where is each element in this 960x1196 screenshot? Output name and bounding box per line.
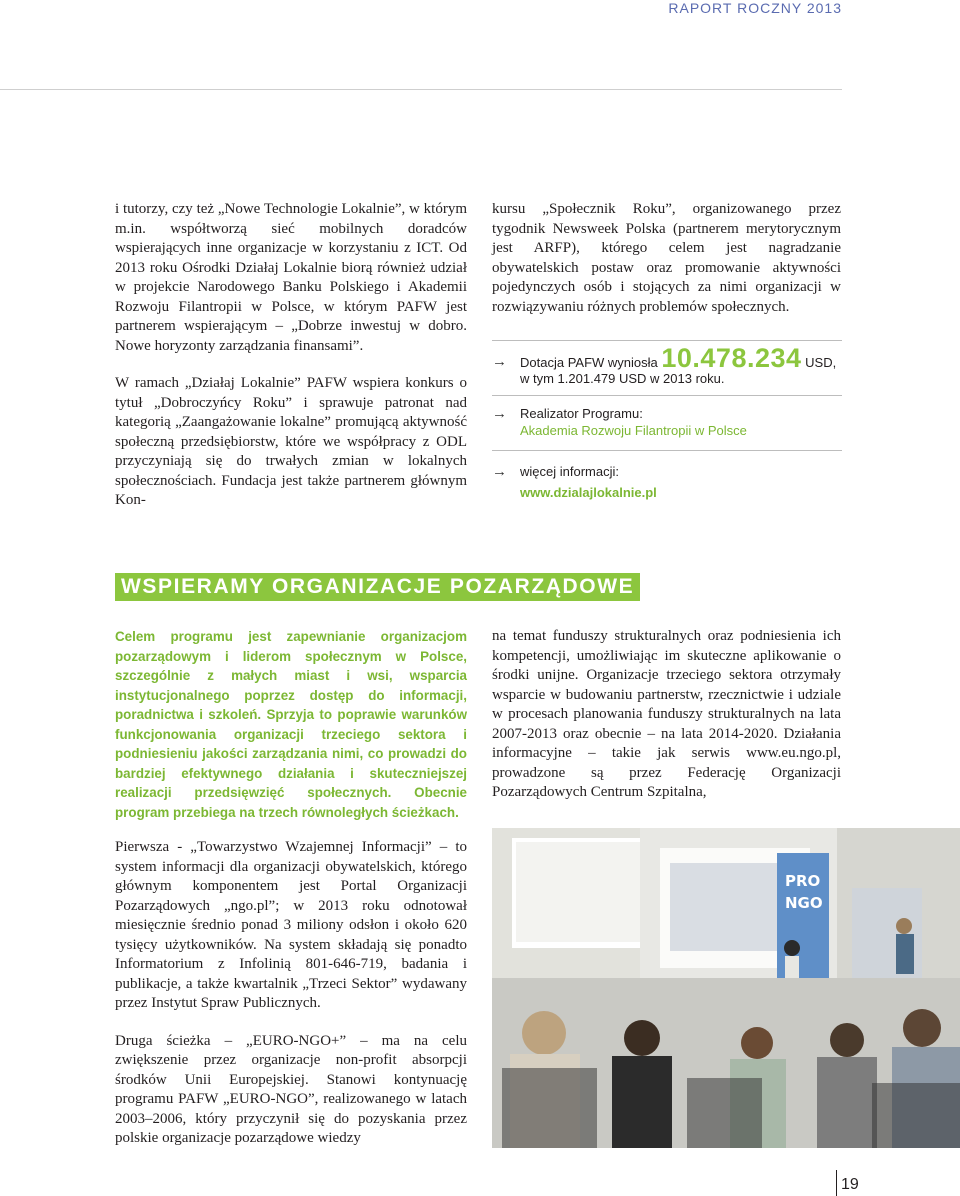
more-info-label: więcej informacji: (520, 464, 619, 479)
svg-text:NGO: NGO (785, 894, 823, 912)
mid-right-column (492, 627, 841, 803)
implementer-row (492, 405, 842, 439)
grant-row (492, 343, 842, 386)
paragraph-dobroczyncy: W ramach „Działaj Lokalnie” PAFW wspiera konkurs o tytuł „Dobroczyńcy Roku” i sprawuje patronat nad kategorią „Zaangażowanie lokalne” promującą aktywność społeczną przedsiębiorstw, które we współpracy z ODL przyczyniają się do trwałych zmian w lokalnych społecznościach. Fundacja jest także partnerem głównym Kon- (115, 375, 467, 508)
grant-detail: w tym 1.201.479 USD w 2013 roku. (520, 371, 725, 386)
section-intro: Celem programu jest zapewnianie organizacjom pozarządowym i liderom społecznym w Polsce, szczególnie z małych miast i wsi, wsparcia instytucjonalnego poprzez dostęp do informacji, poradnictwa i szkoleń. Sprzyja to poprawie warunków funkcjonowania organizacji trzeciego sektora i podniesieniu jakości zarządzania nimi, co prowadzi do bardziej efektywnego działania i skuteczniejszej realizacji przedsięwzięć społecznych. Obecnie program przebiega na trzech równoległych ścieżkach. (115, 629, 467, 820)
info-divider (492, 340, 842, 341)
website-link[interactable]: www.dzialajlokalnie.pl (520, 485, 657, 500)
page-number: 19 (841, 1176, 859, 1193)
paragraph-tutors: i tutorzy, czy też „Nowe Technologie Lokalnie”, w którym m.in. współtworzą sieć mobilnych doradców wspierających inne organizacje w korzystaniu z ICT. Od 2013 roku Ośrodki Działaj Lokalnie biorą również udział w projekcie Narodowego Banku Polskiego i Akademii Rozwoju Filantropii w Polsce, w którym PAFW jest partnerem wspierającym – „Dobrze inwestuj w dobro. Nowe horyzonty zarządzania finansami”. (115, 201, 467, 354)
report-title: RAPORT ROCZNY 2013 (668, 0, 842, 16)
info-divider (492, 450, 842, 451)
more-info-row (492, 461, 842, 503)
top-left-column (115, 200, 467, 511)
svg-text:PRO: PRO (785, 872, 821, 890)
implementer-label: Realizator Programu: (520, 406, 643, 421)
paragraph-second-path: Druga ścieżka – „EURO-NGO+” – ma na celu zwiększenie przez organizacje non-profit absorpcji środków Unii Europejskiej. Stanowi kontynuację programu PAFW „EURO-NGO”, realizowanego w latach 2003–2006, który przyczynił się do pozyskania przez polskie organizacje pozarządowe wiedzy (115, 1032, 467, 1146)
arrow-right-icon: → (492, 353, 507, 370)
implementer-value: Akademia Rozwoju Filantropii w Polsce (520, 423, 747, 438)
section-heading: WSPIERAMY ORGANIZACJE POZARZĄDOWE (115, 573, 640, 601)
program-info-box (492, 340, 842, 503)
arrow-right-icon: → (492, 463, 507, 480)
top-right-column (492, 200, 841, 317)
paragraph-funds: na temat funduszy strukturalnych oraz podniesienia ich kompetencji, umożliwiając im skuteczne aplikowanie o środki unijne. Organizacje trzeciego sektora otrzymały wsparcie w budowaniu partnerstw, rzecznictwie i udziale w procesach planowania funduszy strukturalnych na lata 2007-2013 oraz obecnie – na lata 2014-2020. Działania informacyjne – takie jak serwis www.eu.ngo.pl, prowadzone są przez Federację Organizacji Pozarządowych Centrum Szpitalna, (492, 628, 841, 800)
bottom-left-column (115, 838, 467, 1149)
header-divider (0, 89, 842, 90)
conference-photo (492, 828, 960, 1148)
paragraph-spolecznik: kursu „Społecznik Roku”, organizowanego przez tygodnik Newsweek Polska (partnerem merytorycznym jest ARFP), którego celem jest nagradzanie obywatelskich postaw oraz promowanie aktywności pojedynczych osób i stojących za nimi organizacji w rozwiązywaniu różnych problemów społecznych. (492, 201, 841, 315)
grant-amount: 10.478.234 (661, 343, 802, 373)
info-divider (492, 395, 842, 396)
grant-currency: USD, (805, 355, 837, 370)
page-corner-line (836, 1170, 837, 1196)
arrow-right-icon: → (492, 405, 507, 422)
paragraph-first-path: Pierwsza - „Towarzystwo Wzajemnej Informacji” – to system informacji dla organizacji obywatelskich, którego głównym komponentem jest Portal Organizacji Pozarządowych „ngo.pl”; w 2013 roku odnotował miesięcznie średnio ponad 3 miliony odsłon i około 620 tysięcy użytkowników. Na system składają się ponadto Informatorium z Infolinią 801-646-719, badania i publikacje, a także kwartalnik „Trzeci Sektor” wydawany przez Instytut Spraw Publicznych. (115, 839, 467, 1011)
grant-label: Dotacja PAFW wyniosła (520, 355, 658, 370)
